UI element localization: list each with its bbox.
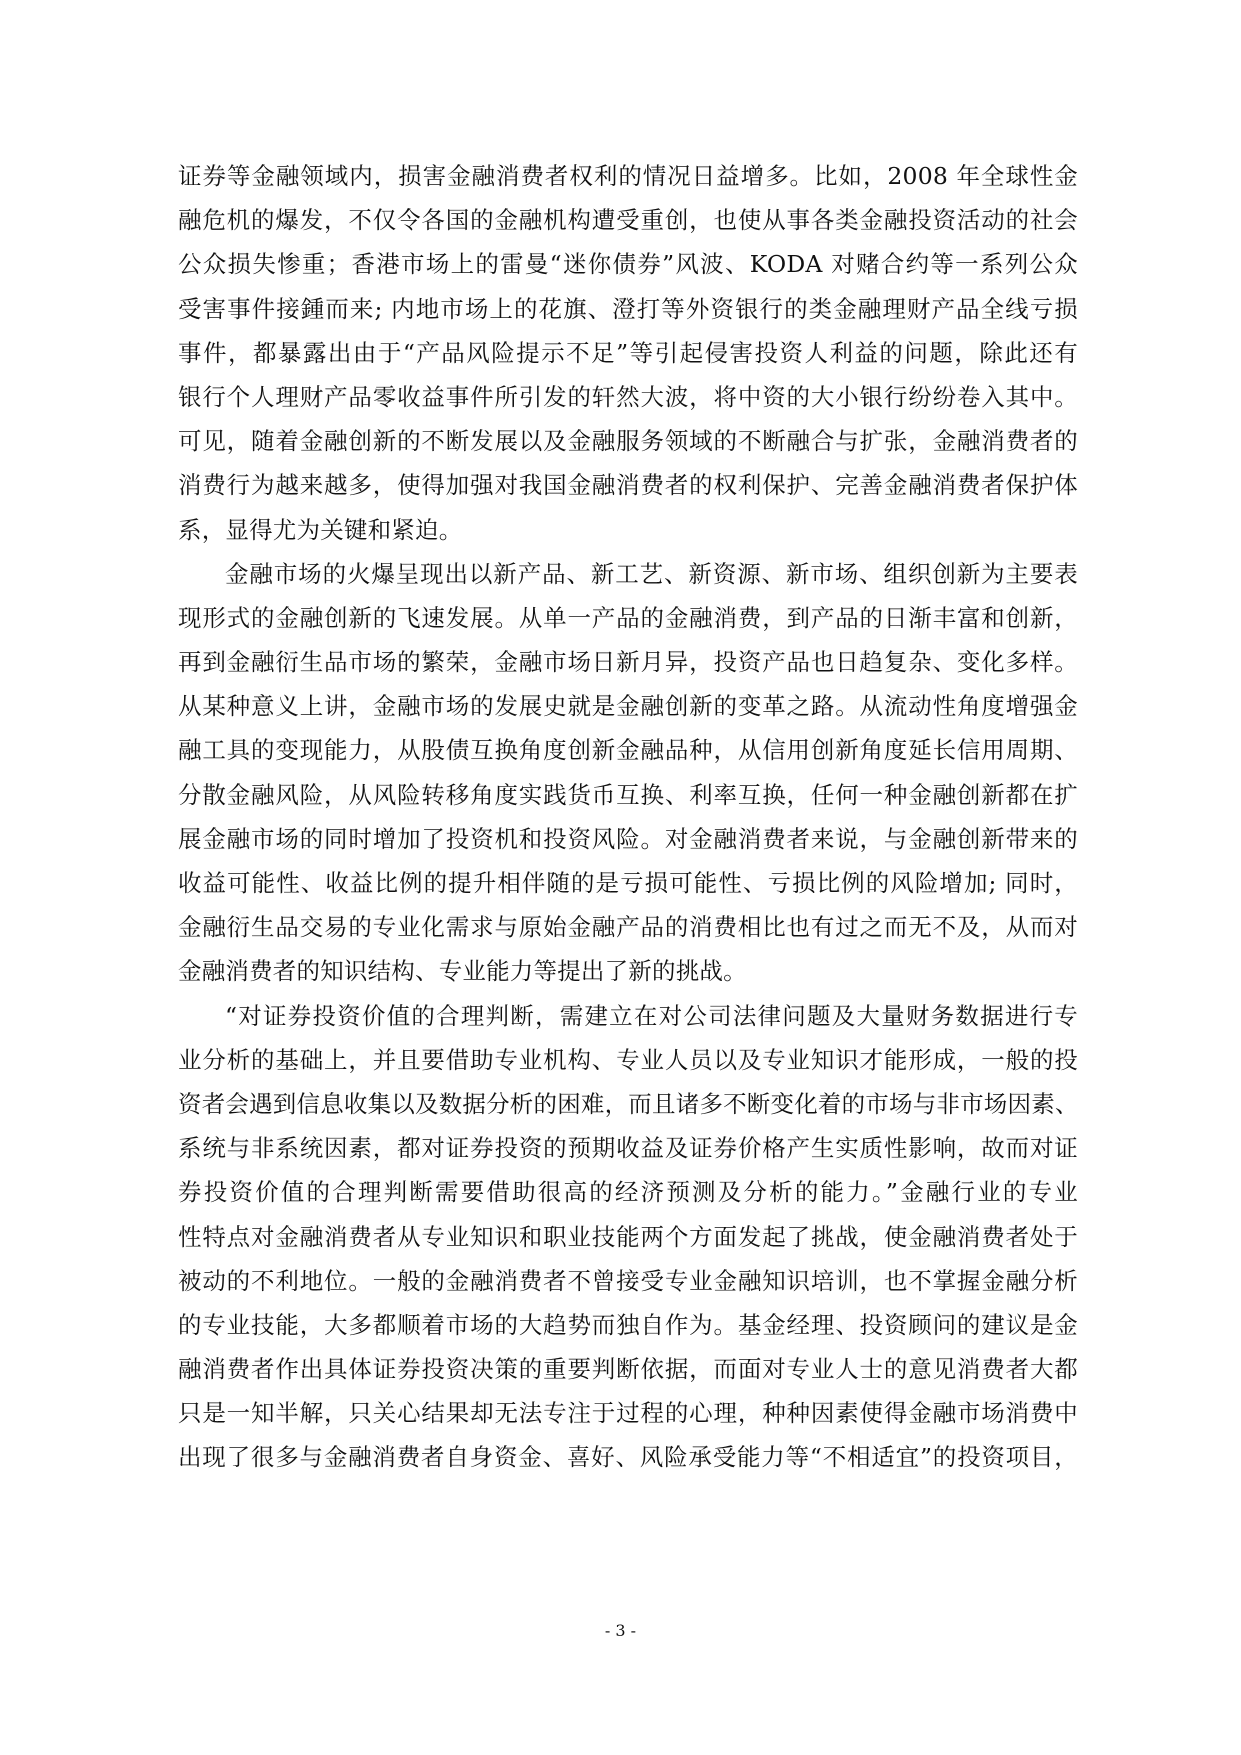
text-line: 券投资价值的合理判断需要借助很高的经济预测及分析的能力。”金融行业的专业 — [178, 1178, 1078, 1207]
text-line: 业分析的基础上，并且要借助专业机构、专业人员以及专业知识才能形成，一般的投 — [178, 1045, 1078, 1074]
paragraph — [178, 994, 1078, 1480]
text-line: 银行个人理财产品零收益事件所引发的轩然大波，将中资的大小银行纷纷卷入其中。 — [178, 382, 1078, 411]
text-line: 的专业技能，大多都顺着市场的大趋势而独自作为。基金经理、投资顾问的建议是金 — [178, 1310, 1078, 1339]
text-line: “对证券投资价值的合理判断，需建立在对公司法律问题及大量财务数据进行专 — [225, 1001, 1078, 1030]
text-line: 系统与非系统因素，都对证券投资的预期收益及证券价格产生实质性影响，故而对证 — [178, 1134, 1078, 1163]
text-line: 事件，都暴露出由于“产品风险提示不足”等引起侵害投资人利益的问题，除此还有 — [178, 338, 1078, 367]
body-text — [178, 154, 1078, 1480]
text-line: 金融市场的火爆呈现出以新产品、新工艺、新资源、新市场、组织创新为主要表 — [225, 559, 1078, 588]
text-line: 公众损失惨重；香港市场上的雷曼“迷你债券”风波、KODA 对赌合约等一系列公众 — [178, 250, 1078, 279]
text-line: 证券等金融领域内，损害金融消费者权利的情况日益增多。比如，2008 年全球性金 — [178, 162, 1078, 190]
text-line: 金融消费者的知识结构、专业能力等提出了新的挑战。 — [178, 957, 747, 986]
text-line: 展金融市场的同时增加了投资机和投资风险。对金融消费者来说，与金融创新带来的 — [178, 824, 1078, 853]
text-line: 分散金融风险，从风险转移角度实践货币互换、利率互换，任何一种金融创新都在扩 — [178, 780, 1078, 809]
paragraph — [178, 154, 1078, 552]
text-line: 再到金融衍生品市场的繁荣，金融市场日新月异，投资产品也日趋复杂、变化多样。 — [178, 648, 1078, 677]
text-line: 可见，随着金融创新的不断发展以及金融服务领域的不断融合与扩张，金融消费者的 — [178, 427, 1078, 456]
text-line: 性特点对金融消费者从专业知识和职业技能两个方面发起了挑战，使金融消费者处于 — [178, 1222, 1078, 1251]
text-line: 从某种意义上讲，金融市场的发展史就是金融创新的变革之路。从流动性角度增强金 — [178, 692, 1078, 721]
paragraph — [178, 552, 1078, 994]
text-line: 被动的不利地位。一般的金融消费者不曾接受专业金融知识培训，也不掌握金融分析 — [178, 1266, 1078, 1295]
text-line: 系，显得尤为关键和紧迫。 — [178, 515, 463, 544]
page-number: - 3 - — [604, 1621, 637, 1640]
text-line: 现形式的金融创新的飞速发展。从单一产品的金融消费，到产品的日渐丰富和创新， — [178, 603, 1078, 632]
text-line: 出现了很多与金融消费者自身资金、喜好、风险承受能力等“不相适宜”的投资项目， — [178, 1443, 1078, 1472]
text-line: 收益可能性、收益比例的提升相伴随的是亏损可能性、亏损比例的风险增加; 同时， — [178, 869, 1078, 897]
text-line: 只是一知半解，只关心结果却无法专注于过程的心理，种种因素使得金融市场消费中 — [178, 1399, 1078, 1428]
text-line: 消费行为越来越多，使得加强对我国金融消费者的权利保护、完善金融消费者保护体 — [178, 471, 1078, 500]
text-line: 金融衍生品交易的专业化需求与原始金融产品的消费相比也有过之而无不及，从而对 — [178, 913, 1078, 942]
text-line: 融工具的变现能力，从股债互换角度创新金融品种，从信用创新角度延长信用周期、 — [178, 736, 1078, 765]
text-line: 融危机的爆发，不仅令各国的金融机构遭受重创，也使从事各类金融投资活动的社会 — [178, 206, 1078, 235]
text-line: 融消费者作出具体证券投资决策的重要判断依据，而面对专业人士的意见消费者大都 — [178, 1355, 1078, 1384]
text-line: 资者会遇到信息收集以及数据分析的困难，而且诸多不断变化着的市场与非市场因素、 — [178, 1089, 1079, 1118]
text-line: 受害事件接鍾而来; 内地市场上的花旗、澄打等外资银行的类金融理财产品全线亏损 — [178, 294, 1078, 323]
